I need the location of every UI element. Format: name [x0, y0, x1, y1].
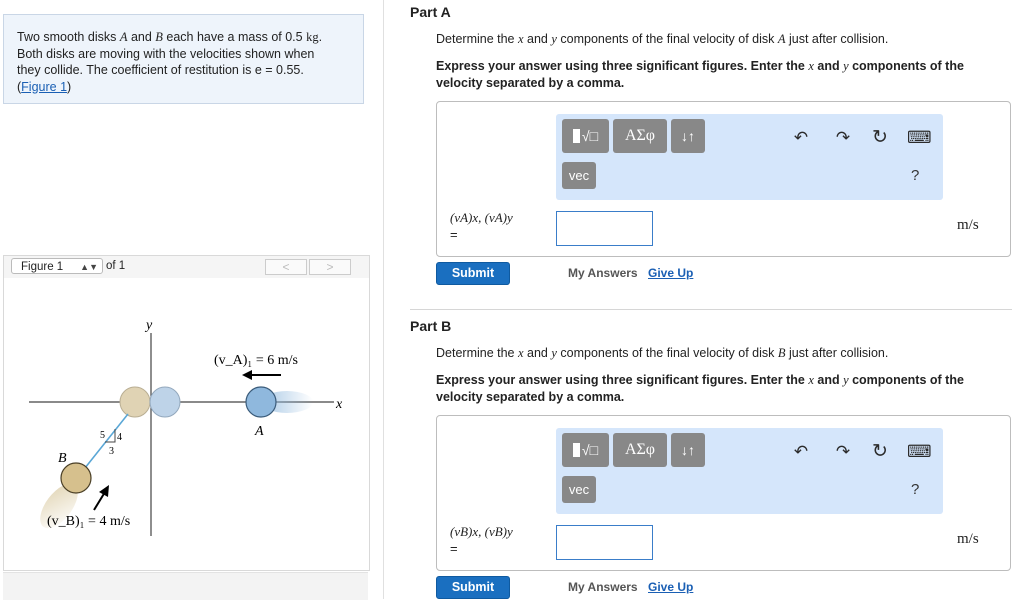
part-b-prompt: [436, 346, 888, 361]
answer-input[interactable]: [556, 211, 653, 246]
problem-line-4: [17, 79, 363, 96]
problem-line-1: [17, 29, 363, 46]
figure-count: of 1: [106, 260, 126, 272]
disk-a-collision-position: [150, 387, 180, 417]
velocity-b-label: (v_B)₁ = 4 m/s: [47, 514, 131, 529]
prompt-var-y: y: [551, 32, 557, 46]
instr-var-x: x: [808, 373, 814, 387]
part-b-my-answers[interactable]: My Answers: [568, 580, 638, 594]
chevron-right-icon: >: [326, 260, 334, 274]
velocity-b-arrow: [94, 492, 105, 510]
answer-label-vars: (vA)x, (vA)y: [450, 210, 513, 225]
paren: ): [67, 79, 72, 94]
slope-label-4: 4: [117, 432, 122, 443]
problem-unit: kg: [306, 30, 319, 44]
paren: (: [17, 79, 22, 94]
prompt-disk: A: [777, 32, 786, 46]
part-b-give-up-link[interactable]: Give Up: [648, 580, 694, 594]
templates-label: √□: [581, 128, 599, 144]
problem-disk-b: B: [155, 30, 163, 44]
answer-label-vars: (vB)x, (vB)y: [450, 524, 513, 539]
part-b-answer-box: [436, 415, 1011, 571]
arrow-head-icon: [242, 370, 252, 380]
problem-text: and: [127, 30, 156, 44]
answer-label-equals: =: [450, 227, 458, 242]
undo-icon[interactable]: ↶: [793, 442, 809, 461]
problem-text: each have a mass of 0.5: [162, 30, 307, 44]
templates-icon: [573, 443, 580, 457]
math-toolbar: [556, 114, 943, 200]
redo-icon[interactable]: ↷: [835, 128, 851, 147]
templates-button[interactable]: [562, 433, 609, 467]
prompt-text: components of the final velocity of disk: [556, 346, 778, 360]
prompt-var-y: y: [551, 346, 557, 360]
part-b-title: Part B: [410, 318, 452, 334]
answer-unit: m/s: [957, 531, 979, 547]
answer-label-equals: =: [450, 541, 458, 556]
part-a-prompt: [436, 32, 888, 47]
part-a-title: Part A: [410, 4, 451, 20]
help-button[interactable]: ?: [911, 167, 920, 184]
greek-symbols-button[interactable]: ΑΣφ: [613, 433, 667, 467]
prompt-disk: B: [777, 346, 786, 360]
problem-line-2: Both disks are moving with the velocities shown when: [17, 46, 315, 61]
instr-var-y: y: [843, 59, 849, 73]
part-a-answer-box: [436, 101, 1011, 257]
reset-icon[interactable]: ↻: [872, 441, 888, 462]
prompt-text: and: [523, 346, 552, 360]
prompt-var-x: x: [517, 346, 524, 360]
templates-label: √□: [581, 442, 599, 458]
prompt-text: Determine the: [436, 346, 518, 360]
vector-button[interactable]: vec: [562, 476, 596, 503]
prompt-text: Determine the: [436, 32, 518, 46]
problem-line-3: they collide. The coefficient of restitution is e = 0.55.: [17, 63, 304, 77]
instr-text: components of the: [848, 373, 964, 387]
arrows-button[interactable]: ↓↑: [671, 433, 705, 467]
prompt-text: and: [523, 32, 552, 46]
part-a-give-up-link[interactable]: Give Up: [648, 266, 694, 280]
figure-link[interactable]: Figure 1: [21, 79, 68, 94]
x-axis-label: x: [336, 397, 343, 412]
instr-text: and: [813, 59, 844, 73]
instr-text: and: [813, 373, 844, 387]
disk-a: [246, 387, 276, 417]
arrows-button[interactable]: ↓↑: [671, 119, 705, 153]
part-b-instructions: [436, 372, 1011, 405]
instructions-line-2: velocity separated by a comma.: [436, 75, 625, 90]
chevron-left-icon: <: [282, 260, 290, 274]
disk-b: [61, 463, 91, 493]
answer-label: [450, 523, 513, 557]
reset-icon[interactable]: ↻: [872, 127, 888, 148]
disk-b-collision-position: [120, 387, 150, 417]
figure-select[interactable]: [11, 258, 103, 274]
figure-select-value: Figure 1: [21, 261, 64, 273]
part-a-instructions: [436, 58, 1011, 91]
previous-figure-button[interactable]: [265, 259, 307, 275]
greek-symbols-button[interactable]: ΑΣφ: [613, 119, 667, 153]
answer-unit: m/s: [957, 217, 979, 233]
slope-label-3: 3: [109, 446, 114, 457]
part-a-my-answers[interactable]: My Answers: [568, 266, 638, 280]
figure-panel: [3, 278, 370, 571]
slope-label-5: 5: [100, 430, 105, 441]
instructions-line-1: [436, 58, 1011, 75]
instr-text: components of the: [848, 59, 964, 73]
instr-text: Express your answer using three significant figures. Enter the: [436, 373, 809, 387]
help-button[interactable]: ?: [911, 481, 920, 498]
vector-button[interactable]: vec: [562, 162, 596, 189]
instr-var-x: x: [808, 59, 814, 73]
figure-navigation-bar: [3, 255, 370, 279]
keyboard-icon[interactable]: ⌨: [907, 128, 932, 147]
disk-a-label: A: [255, 424, 264, 439]
problem-statement: [3, 14, 364, 104]
velocity-a-label: (v_A)₁ = 6 m/s: [214, 353, 298, 368]
instructions-line-1: [436, 372, 1011, 389]
section-divider: [410, 309, 1012, 310]
instr-text: Express your answer using three significant figures. Enter the: [436, 59, 809, 73]
left-column: [0, 0, 384, 599]
answer-label: [450, 209, 513, 243]
updown-icon: ▲▼: [80, 262, 98, 272]
templates-button[interactable]: [562, 119, 609, 153]
disk-b-label: B: [58, 451, 67, 466]
part-a-submit-button[interactable]: Submit: [436, 262, 510, 285]
templates-icon: [573, 129, 580, 143]
answer-input[interactable]: [556, 525, 653, 560]
prompt-text: components of the final velocity of disk: [556, 32, 778, 46]
instructions-line-2: velocity separated by a comma.: [436, 389, 625, 404]
prompt-text: just after collision.: [785, 346, 889, 360]
undo-icon[interactable]: ↶: [793, 128, 809, 147]
problem-text: .: [318, 30, 323, 44]
y-axis-label: y: [146, 318, 153, 333]
prompt-var-x: x: [517, 32, 524, 46]
math-toolbar: [556, 428, 943, 514]
part-b-submit-button[interactable]: Submit: [436, 576, 510, 599]
prompt-text: just after collision.: [785, 32, 889, 46]
next-figure-button[interactable]: [309, 259, 351, 275]
problem-text: Two smooth disks: [17, 30, 120, 44]
problem-disk-a: A: [119, 30, 128, 44]
keyboard-icon[interactable]: ⌨: [907, 442, 932, 461]
redo-icon[interactable]: ↷: [835, 442, 851, 461]
collision-diagram: [4, 278, 369, 570]
instr-var-y: y: [843, 373, 849, 387]
left-footer: [3, 572, 368, 600]
